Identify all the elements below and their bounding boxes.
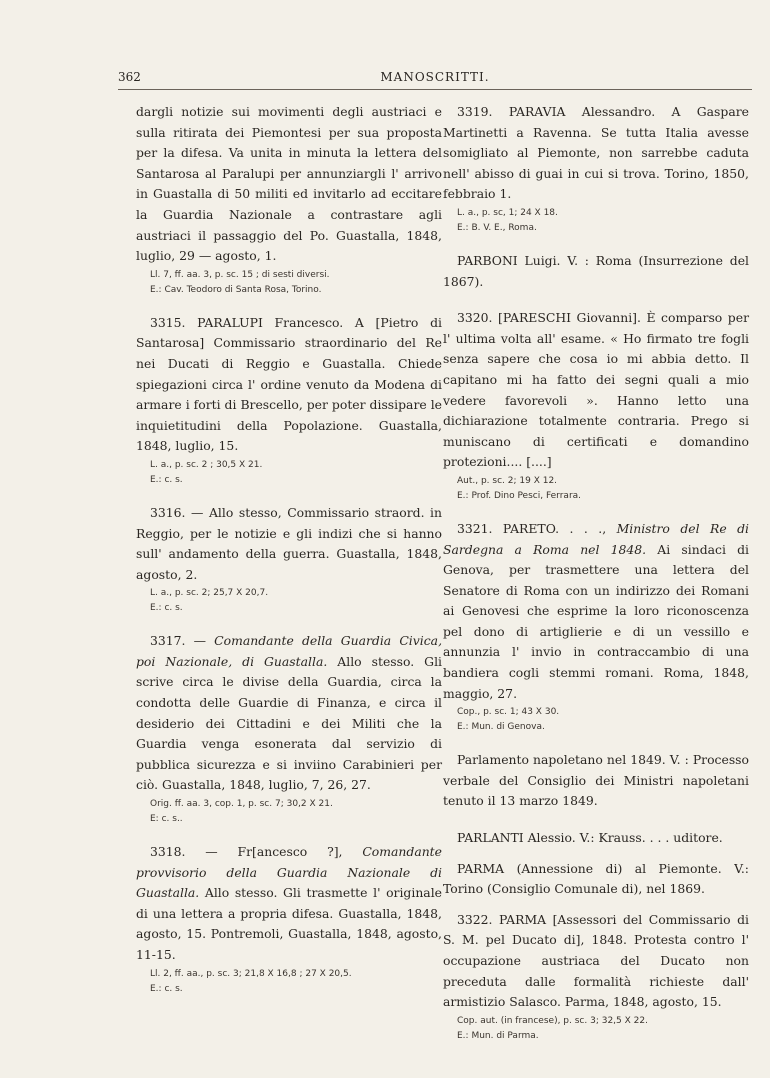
running-head	[118, 70, 752, 90]
entry-text: 3315. PARALUPI Francesco. A [Pietro di Santarosa] Commissario straordinario del Re nei Ducati di Reggio e Guastalla. Chiede spiegazioni circa l' ordine venuto da Modena di armare i forti di Brescello, per poter dissipare le inquietitudini della Popolazione. Guastalla, 1848, luglio, 15.	[136, 314, 442, 454]
entry-note: L. a., p. sc. 2; 25,7 X 20,7.	[150, 588, 269, 599]
entry-text: PARLANTI Alessio. V.: Krauss. . . . uditore.	[457, 830, 723, 846]
entry-parma	[443, 859, 749, 900]
entry-parboni	[443, 251, 749, 292]
left-column	[136, 102, 442, 996]
entry-note: E.: c. s.	[150, 474, 183, 485]
entry-text: Allo stesso. Gli scrive circa le divise della Guardia, circa la condotta delle Guardie di Finanza, e circa il desiderio dei Cittadini e dei Militi che la Guardia venga esonerata dal servizio di pubblica sicurezza e si inviino Carabinieri per ciò. Guastalla, 1848, luglio, 7, 26, 27.	[136, 653, 443, 793]
entry-lead: 3321. PARETO. . . .,	[457, 520, 617, 536]
entry-italic-title: Ministro del Re di Sardegna a Roma nel 1848.	[443, 520, 749, 557]
entry-note: E.: c. s.	[150, 983, 183, 994]
entry-note: L. a., p. sc. 2 ; 30,5 X 21.	[150, 459, 263, 470]
entry-text: 3322. PARMA [Assessori del Commissario di S. M. pel Ducato di], 1848. Protesta contro l' occupazione austriaca del Ducato non preceduta dalle formalità richieste dall' armistizio Salasco. Parma, 1848, agosto, 15.	[443, 911, 749, 1010]
entry-3315	[136, 313, 442, 457]
header-rule	[118, 89, 752, 90]
entry-text: dargli notizie sui movimenti degli austriaci e sulla ritirata dei Piemontesi per sua proposta per la difesa. Va unita in minuta la lettera del Santarosa al Paralupi per annunziargli l' arrivo in Guastalla di 50 militi ed invitarlo ad eccitare la Guardia Nazionale a contrastare agli austriaci il passaggio del Po. Guastalla, 1848, luglio, 29 — agosto, 1.	[136, 104, 442, 264]
entry-3322	[443, 910, 749, 1013]
entry-3316	[136, 503, 442, 585]
entry-note: E.: Mun. di Parma.	[457, 1030, 539, 1041]
entry-note: Orig. ff. aa. 3, cop. 1, p. sc. 7; 30,2 X 21.	[150, 799, 333, 810]
right-column	[443, 102, 749, 1043]
entry-italic-title: Comandante provvisorio della Guardia Nazionale di Guastalla.	[136, 844, 442, 901]
entry-text: 3316. — Allo stesso, Commissario straord. in Reggio, per le notizie e gli indizi che si hanno sull' andamento della guerra. Guastalla, 1848, agosto, 2.	[136, 504, 442, 582]
entry-3318	[136, 842, 442, 966]
entry-note: Cop., p. sc. 1; 43 X 30.	[457, 707, 560, 718]
entry-parlanti	[443, 828, 749, 849]
entry-italic-title: Comandante della Guardia Civica, poi Nazionale, di Guastalla.	[136, 633, 443, 669]
entry-note: Aut., p. sc. 2; 19 X 12.	[457, 475, 558, 486]
entry-note: L. a., p. sc, 1; 24 X 18.	[457, 207, 558, 218]
entry-text: Allo stesso. Gli trasmette l' originale di una lettera a propria difesa. Guastalla, 1848, agosto, 15. Pontremoli, Guastalla, 1848, agosto, 11-15.	[136, 885, 442, 962]
entry-text: PARMA (Annessione di) al Piemonte. V.: Torino (Consiglio Comunale di), nel 1869.	[443, 860, 749, 897]
entry-3319	[443, 102, 749, 205]
entry-lead: 3318. — Fr[ancesco ?],	[150, 844, 363, 860]
entry-text: Ai sindaci di Genova, per trasmettere una lettera del Senatore di Roma con un indirizzo dei Romani ai Genovesi che esprime la loro riconoscenza pel dono di artiglierie e di un vessillo e annunzia l' invio in contraccambio di una bandiera cogli stemmi romani. Roma, 1848, maggio, 27.	[443, 541, 749, 701]
entry-note: E.: c. s.	[150, 603, 183, 614]
entry-note: E.: Mun. di Genova.	[457, 722, 545, 733]
entry-3321	[443, 519, 749, 704]
running-title: MANOSCRITTI.	[380, 70, 490, 84]
entry-note: E.: Cav. Teodoro di Santa Rosa, Torino.	[150, 284, 322, 295]
page-number: 362	[118, 70, 141, 84]
entry-note: Ll. 7, ff. aa. 3, p. sc. 15 ; di sesti diversi.	[150, 269, 330, 280]
entry-text: 3319. PARAVIA Alessandro. A Gaspare Martinetti a Ravenna. Se tutta Italia avesse somigliato al Piemonte, non sarrebbe caduta nell' abisso di guai in cui si trova. Torino, 1850, febbraio 1.	[443, 104, 749, 202]
entry-parlamento	[443, 750, 749, 812]
entry-3317	[136, 631, 442, 796]
entry-text: PARBONI Luigi. V. : Roma (Insurrezione del 1867).	[443, 252, 749, 289]
entry-note: E.: B. V. E., Roma.	[457, 222, 537, 233]
entry-note: E: c. s..	[150, 814, 183, 825]
entry-cont	[136, 102, 442, 267]
entry-3320	[443, 308, 749, 473]
entry-note: Cop. aut. (in francese), p. sc. 3; 32,5 X 22.	[457, 1015, 648, 1026]
entry-note: E.: Prof. Dino Pesci, Ferrara.	[457, 490, 582, 501]
entry-text: 3320. [PARESCHI Giovanni]. È comparso per l' ultima volta all' esame. « Ho firmato tre fogli senza sapere che cosa io mi abbia detto. Il capitano mi ha fatto dei segni quali a mio vedere favorevoli ». Hanno letto una dichiarazione totalmente contraria. Prego si muniscano di certificati e domandino protezioni.... [....]	[443, 310, 749, 470]
entry-note: Ll. 2, ff. aa., p. sc. 3; 21,8 X 16,8 ; 27 X 20,5.	[150, 968, 352, 979]
entry-lead: 3317. —	[150, 633, 215, 649]
entry-text: Parlamento napoletano nel 1849. V. : Processo verbale del Consiglio dei Ministri napoletani tenuto il 13 marzo 1849.	[443, 752, 749, 809]
